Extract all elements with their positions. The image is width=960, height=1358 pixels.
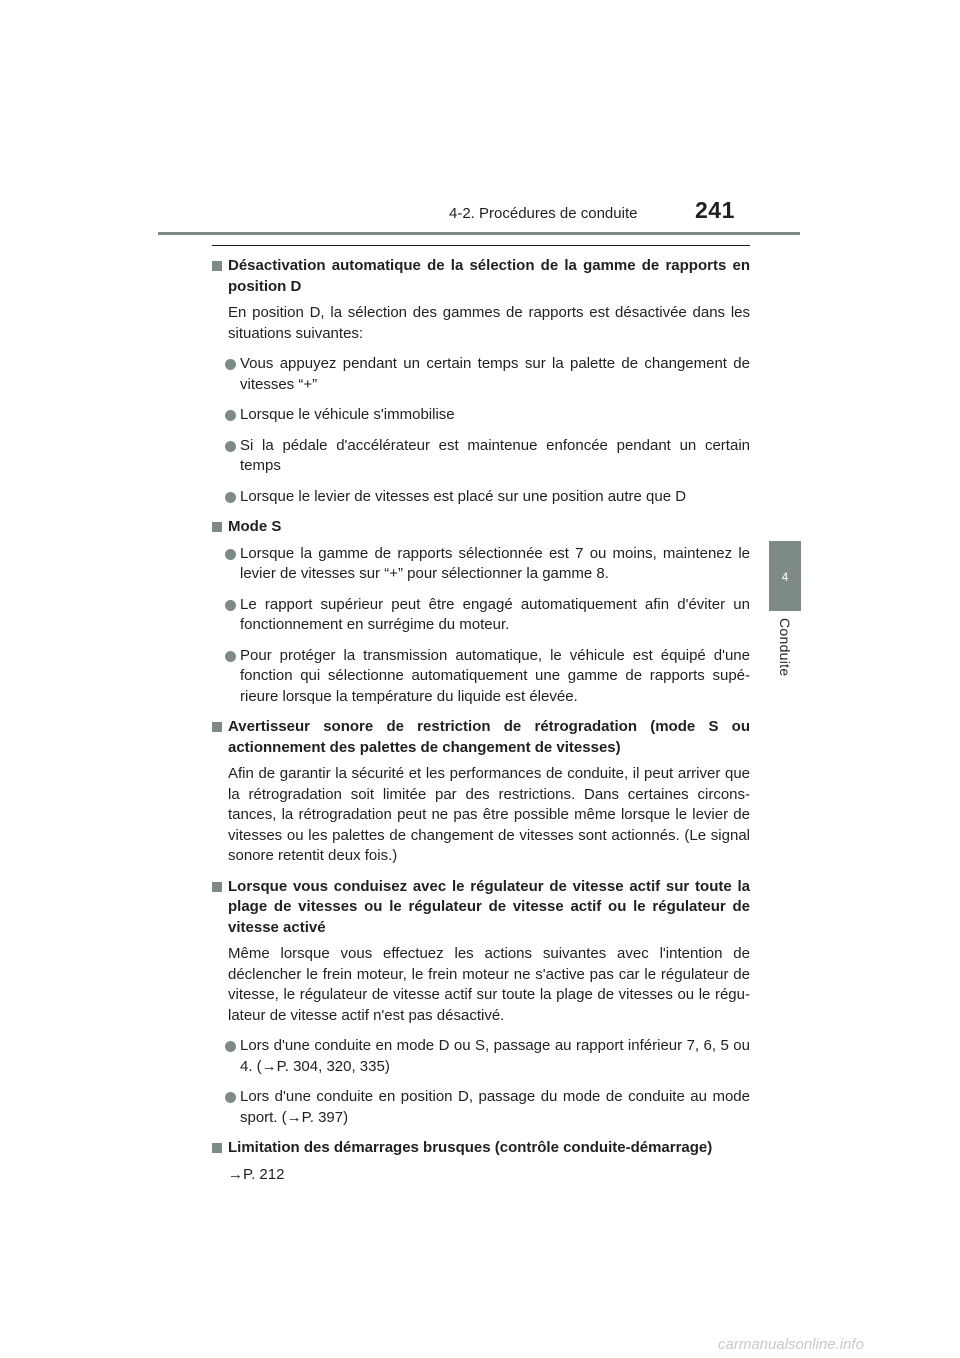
list-item-text: Le rapport supérieur peut être engagé automatiquement afin d'éviter un fonctionnement en surrégime du moteur. xyxy=(240,595,750,633)
content-top-rule xyxy=(212,245,750,246)
section-heading xyxy=(212,517,750,538)
section-paragraph: Afin de garantir la sécurité et les performances de conduite, il peut arriver que la rétrogradation soit limitée par des restrictions. Dans certaines circons-tances, la rétrogradation peut ne pas être possible même lorsque le levier de vitesses ou les palettes de changement de vitesses sont actionnés. (Le signal sonore retentit deux fois.) xyxy=(228,765,750,864)
chapter-tab-number: 4 xyxy=(781,570,789,584)
list-item xyxy=(212,595,750,636)
list-item-text: Lorsque le véhicule s'immobilise xyxy=(240,406,455,423)
section-title: Désactivation automatique de la sélection de la gamme de rapports en position D xyxy=(228,257,750,295)
section-heading xyxy=(212,877,750,939)
circle-bullet-icon xyxy=(225,410,236,421)
circle-bullet-icon xyxy=(225,1041,236,1052)
circle-bullet-icon xyxy=(225,651,236,662)
list-item xyxy=(212,1087,750,1128)
section-heading xyxy=(212,1138,750,1159)
page-content xyxy=(212,256,750,1195)
list-item-text[interactable]: Lors d'une conduite en mode D ou S, passage au rapport inférieur 7, 6, 5 ou 4. (→P. 304, 320, 335) xyxy=(240,1037,750,1075)
list-item xyxy=(212,646,750,708)
section-title: Avertisseur sonore de restriction de rétrogradation (mode S ou actionnement des palettes de changement de vitesses) xyxy=(228,718,750,756)
section-heading xyxy=(212,717,750,758)
chapter-tab-label: Conduite xyxy=(777,618,793,677)
list-item-text: Lorsque le levier de vitesses est placé sur une position autre que D xyxy=(240,487,687,505)
square-bullet-icon xyxy=(212,722,222,732)
list-item xyxy=(212,354,750,395)
page-number: 241 xyxy=(695,197,735,223)
list-item xyxy=(212,1036,750,1077)
square-bullet-icon xyxy=(212,522,222,532)
section-paragraph: Même lorsque vous effectuez les actions suivantes avec l'intention de déclencher le frein moteur, le frein moteur ne s'active pas car le régulateur de vitesse, le régulateur de vitesse actif sur toute la plage de vitesses ou le régu-lateur de vitesse actif n'est pas désactivé. xyxy=(228,945,750,1024)
section-heading xyxy=(212,256,750,297)
circle-bullet-icon xyxy=(225,441,236,452)
list-item-text: Si la pédale d'accélérateur est maintenue enfoncée pendant un certain temps xyxy=(240,436,750,474)
list-item-text: Lorsque la gamme de rapports sélectionnée est 7 ou moins, maintenez le levier de vitesses sur “+” pour sélectionner la gamme 8. xyxy=(240,544,750,582)
list-item xyxy=(212,544,750,585)
page-reference-link[interactable]: →P. 212 xyxy=(228,1165,285,1183)
square-bullet-icon xyxy=(212,1143,222,1153)
list-item-text: Pour protéger la transmission automatique, le véhicule est équipé d'une fonction qui sélectionne automatiquement une gamme de rapports supé-rieure lorsque la température du liquide est élevée. xyxy=(240,646,750,705)
circle-bullet-icon xyxy=(225,492,236,503)
square-bullet-icon xyxy=(212,261,222,271)
watermark: carmanualsonline.info xyxy=(718,1336,864,1353)
square-bullet-icon xyxy=(212,882,222,892)
section-title: Lorsque vous conduisez avec le régulateur de vitesse actif sur toute la plage de vitesses ou le régulateur de vitesse actif ou le régulateur de vitesse activé xyxy=(228,877,750,936)
list-item xyxy=(212,436,750,477)
circle-bullet-icon xyxy=(225,1092,236,1103)
section-title: Limitation des démarrages brusques (contrôle conduite-démarrage) xyxy=(228,1139,713,1156)
list-item xyxy=(212,487,750,508)
chapter-section-title: 4-2. Procédures de conduite xyxy=(449,205,638,222)
header-rule xyxy=(158,232,800,235)
circle-bullet-icon xyxy=(225,549,236,560)
list-item-text: Vous appuyez pendant un certain temps sur la palette de changement de vitesses “+” xyxy=(240,355,750,393)
circle-bullet-icon xyxy=(225,359,236,370)
list-item xyxy=(212,405,750,426)
section-title: Mode S xyxy=(228,518,282,535)
list-item-text[interactable]: Lors d'une conduite en position D, passage du mode de conduite au mode sport. (→P. 397) xyxy=(240,1088,750,1126)
circle-bullet-icon xyxy=(225,600,236,611)
section-paragraph: En position D, la sélection des gammes de rapports est désactivée dans les situations suivantes: xyxy=(228,304,750,342)
